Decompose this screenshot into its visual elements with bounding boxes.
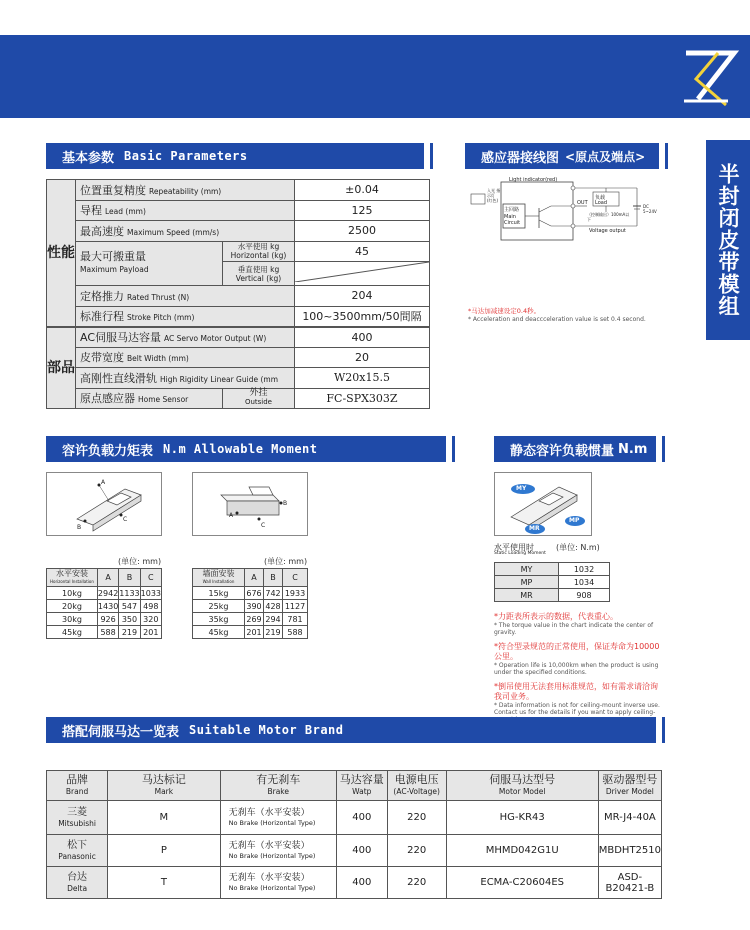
accel-note-en: * Acceleration and deaccceleration value is set 0.4 second. bbox=[468, 316, 646, 323]
moment-unit-right: (单位: mm) bbox=[264, 557, 308, 566]
brake-cell: 无刹车（水平安装） No Brake (Horizontal Type) bbox=[220, 835, 336, 867]
table-row bbox=[47, 286, 430, 307]
driver-model-cell: MR-J4-40A bbox=[598, 801, 661, 835]
diagonal-slash bbox=[295, 262, 429, 282]
table-row bbox=[47, 388, 430, 409]
brake-cell: 无刹车（水平安装） No Brake (Horizontal Type) bbox=[220, 867, 336, 899]
watt-cell: 400 bbox=[336, 835, 387, 867]
table-row bbox=[47, 801, 662, 835]
table-row bbox=[47, 368, 430, 389]
table-row: MY 1032 bbox=[495, 563, 610, 576]
col-b-header: B bbox=[264, 569, 283, 587]
param-value: 100~3500mm/50間隔 bbox=[294, 306, 429, 327]
note-en: * Operation life is 10,000km when the product is using under the specified conditions. bbox=[494, 662, 659, 676]
voltage-cell: 220 bbox=[387, 801, 446, 835]
table-row: 10kg 2942 1133 1033 bbox=[47, 587, 162, 600]
group-parts: 部品 bbox=[47, 327, 76, 409]
table-header-row bbox=[47, 569, 162, 587]
param-label: 位置重复精度 Repeatability (mm) bbox=[76, 180, 295, 201]
inertia-label-cn: 水平使用时 bbox=[494, 543, 534, 552]
section-subtitle: <原点及端点> bbox=[565, 149, 646, 164]
param-value: 20 bbox=[294, 347, 429, 368]
section-title-unit: N.m bbox=[618, 441, 648, 457]
svg-text:A: A bbox=[101, 479, 106, 486]
param-label: 最高速度 Maximum Speed (mm/s) bbox=[76, 221, 295, 242]
col-a-header: A bbox=[97, 569, 118, 587]
table-row: 20kg 1430 547 498 bbox=[47, 600, 162, 613]
note-en: * The torque value in the chart indicate the center of gravity. bbox=[494, 622, 654, 636]
wall-install-diagram bbox=[192, 472, 308, 536]
company-logo bbox=[668, 35, 750, 118]
table-row: MP 1034 bbox=[495, 576, 610, 589]
table-row bbox=[47, 327, 430, 348]
out-label: OUT bbox=[577, 200, 588, 206]
header-voltage: 电源电压 (AC-Voltage) bbox=[387, 771, 446, 801]
col-b-header: B bbox=[119, 569, 140, 587]
table-row: 45kg 201 219 588 bbox=[193, 626, 308, 639]
svg-text:C: C bbox=[123, 516, 128, 523]
load-en: Load bbox=[595, 200, 607, 206]
section-title-en: Basic Parameters bbox=[124, 149, 248, 163]
load-cn: 负载 bbox=[595, 195, 606, 201]
param-value: W20x15.5 bbox=[294, 368, 429, 389]
svg-text:B: B bbox=[77, 524, 82, 531]
motor-model-cell: ECMA-C20604ES bbox=[446, 867, 598, 899]
group-performance: 性能 bbox=[47, 180, 76, 327]
param-label: 高刚性直线滑轨 High Rigidity Linear Guide (mm bbox=[76, 368, 295, 389]
brand-cell: 台达 Delta bbox=[47, 867, 108, 899]
horizontal-header: 水平安装 Horizontal Installation bbox=[47, 569, 98, 587]
voltage-output-en: Voltage output bbox=[589, 228, 626, 234]
horizontal-moment-table bbox=[46, 568, 162, 639]
param-value: ±0.04 bbox=[294, 180, 429, 201]
inertia-table bbox=[494, 562, 610, 602]
col-c-header: C bbox=[283, 569, 308, 587]
inertia-unit: (单位: N.m) bbox=[556, 543, 600, 552]
param-label: 标准行程 Stroke Pitch (mm) bbox=[76, 306, 295, 327]
moment-unit-left: (单位: mm) bbox=[118, 557, 162, 566]
param-label: 原点感应器 Home Sensor bbox=[76, 388, 223, 409]
inertia-diagram bbox=[494, 472, 592, 536]
col-a-header: A bbox=[245, 569, 264, 587]
section-title-en: N.m Allowable Moment bbox=[163, 442, 318, 456]
header-band bbox=[0, 35, 750, 118]
param-value: 2500 bbox=[294, 221, 429, 242]
table-header-row bbox=[193, 569, 308, 587]
note-en: * Data information is not for ceiling-mount inverse use. Contact us for the details if you want to apply ceiling- bbox=[494, 702, 660, 716]
brand-cell: 松下 Panasonic bbox=[47, 835, 108, 867]
table-header-row bbox=[47, 771, 662, 801]
svg-text:C: C bbox=[261, 522, 266, 529]
param-value: 125 bbox=[294, 200, 429, 221]
watt-cell: 400 bbox=[336, 867, 387, 899]
table-row bbox=[47, 180, 430, 201]
section-motor-brand bbox=[46, 717, 662, 743]
section-static-inertia bbox=[494, 436, 662, 462]
header-brake: 有无刹车 Brake bbox=[220, 771, 336, 801]
sensor-wiring-diagram bbox=[467, 176, 663, 244]
mr-badge: MR bbox=[529, 525, 540, 532]
table-row bbox=[47, 221, 430, 242]
header-driver-model: 驱动器型号 Driver Model bbox=[598, 771, 661, 801]
table-row bbox=[47, 200, 430, 221]
note-cn: *力距表所表示的数据，代表重心。 bbox=[494, 612, 618, 621]
param-label: 定格推力 Rated Thrust (N) bbox=[76, 286, 295, 307]
section-title-cn: 基本参数 bbox=[62, 150, 115, 166]
voltage-cell: 220 bbox=[387, 867, 446, 899]
motor-model-cell: HG-KR43 bbox=[446, 801, 598, 835]
table-row: MR 908 bbox=[495, 589, 610, 602]
main-circuit-cn: 主回路 bbox=[504, 207, 520, 213]
col-c-header: C bbox=[140, 569, 161, 587]
header-brand: 品牌 Brand bbox=[47, 771, 108, 801]
param-value: 204 bbox=[294, 286, 429, 307]
voltage-cell: 220 bbox=[387, 835, 446, 867]
param-sub-label: 水平使用 kg Horizontal (kg) bbox=[222, 241, 294, 262]
main-circuit-en1: Main bbox=[504, 214, 516, 220]
accel-note-cn: *马达加减速设定0.4秒。 bbox=[468, 307, 541, 315]
header-mark: 马达标记 Mark bbox=[108, 771, 220, 801]
param-value: 45 bbox=[294, 241, 429, 262]
section-title-cn: 搭配伺服马达一览表 bbox=[62, 724, 180, 740]
watt-cell: 400 bbox=[336, 801, 387, 835]
table-row: 45kg 588 219 201 bbox=[47, 626, 162, 639]
mark-cell: T bbox=[108, 867, 220, 899]
table-row: 25kg 390 428 1127 bbox=[193, 600, 308, 613]
section-title-cn: 感应器接线图 bbox=[481, 150, 560, 166]
section-allowable-moment bbox=[46, 436, 452, 462]
param-value: FC-SPX303Z bbox=[294, 388, 429, 409]
section-basic-parameters bbox=[46, 143, 430, 169]
note-cn: *倒吊使用无法套用标准规范，如有需求请洽询我司业务。 bbox=[494, 682, 658, 701]
section-sensor-wiring bbox=[465, 143, 665, 169]
note-cn: *符合型录规范的正常使用，保证寿命为10000公里。 bbox=[494, 642, 660, 661]
driver-model-cell: ASD-B20421-B bbox=[598, 867, 661, 899]
mark-cell: P bbox=[108, 835, 220, 867]
param-label: 导程 Lead (mm) bbox=[76, 200, 295, 221]
my-badge: MY bbox=[516, 485, 527, 492]
notes-block bbox=[494, 612, 664, 723]
section-title-cn: 静态容许负载惯量 bbox=[510, 443, 615, 459]
horizontal-install-diagram bbox=[46, 472, 162, 536]
param-value-empty bbox=[294, 262, 429, 286]
section-title-cn: 容许负载力矩表 bbox=[62, 443, 154, 459]
brake-cell: 无刹车（水平安装） No Brake (Horizontal Type) bbox=[220, 801, 336, 835]
param-sub-label: 外挂 Outside bbox=[222, 388, 294, 409]
table-row: 15kg 676 742 1933 bbox=[193, 587, 308, 600]
side-title: 半封闭皮带模组 bbox=[706, 140, 750, 340]
param-label: 皮带宽度 Belt Width (mm) bbox=[76, 347, 295, 368]
table-row bbox=[47, 347, 430, 368]
header-watt: 马达容量 Watp bbox=[336, 771, 387, 801]
motor-brand-table bbox=[46, 770, 662, 899]
section-title-en: Suitable Motor Brand bbox=[189, 723, 344, 737]
driver-model-cell: MBDHT2510 bbox=[598, 835, 661, 867]
voltage-output-cn: （控制输出）100mA以下 bbox=[587, 212, 630, 222]
param-label: 最大可搬重量 Maximum Payload bbox=[76, 241, 223, 286]
wall-moment-table bbox=[192, 568, 308, 639]
header-motor-model: 伺服马达型号 Motor Model bbox=[446, 771, 598, 801]
lamp-label: 入光 指示灯 (红色) bbox=[487, 188, 501, 203]
table-row bbox=[47, 867, 662, 899]
param-value: 400 bbox=[294, 327, 429, 348]
table-row: 30kg 926 350 320 bbox=[47, 613, 162, 626]
table-row: 35kg 269 294 781 bbox=[193, 613, 308, 626]
table-row bbox=[47, 306, 430, 327]
mark-cell: M bbox=[108, 801, 220, 835]
table-row bbox=[47, 241, 430, 262]
brand-cell: 三菱 Mitsubishi bbox=[47, 801, 108, 835]
main-circuit-en2: Circuit bbox=[504, 220, 521, 226]
svg-text:B: B bbox=[283, 500, 288, 507]
light-indicator-label: Light indicator(red) bbox=[509, 177, 558, 183]
mp-badge: MP bbox=[569, 517, 580, 524]
wall-header: 墙面安装 Wall Installation bbox=[193, 569, 245, 587]
table-row bbox=[47, 835, 662, 867]
inertia-label-en: Static Loading Moment bbox=[494, 551, 546, 556]
motor-model-cell: MHMD042G1U bbox=[446, 835, 598, 867]
param-label: AC伺服马达容量 AC Servo Motor Output (W) bbox=[76, 327, 295, 348]
svg-text:A: A bbox=[229, 512, 234, 519]
dc-label: DC 5~24V bbox=[643, 204, 657, 214]
param-sub-label: 垂直使用 kg Vertical (kg) bbox=[222, 262, 294, 286]
basic-parameters-table bbox=[46, 179, 430, 409]
